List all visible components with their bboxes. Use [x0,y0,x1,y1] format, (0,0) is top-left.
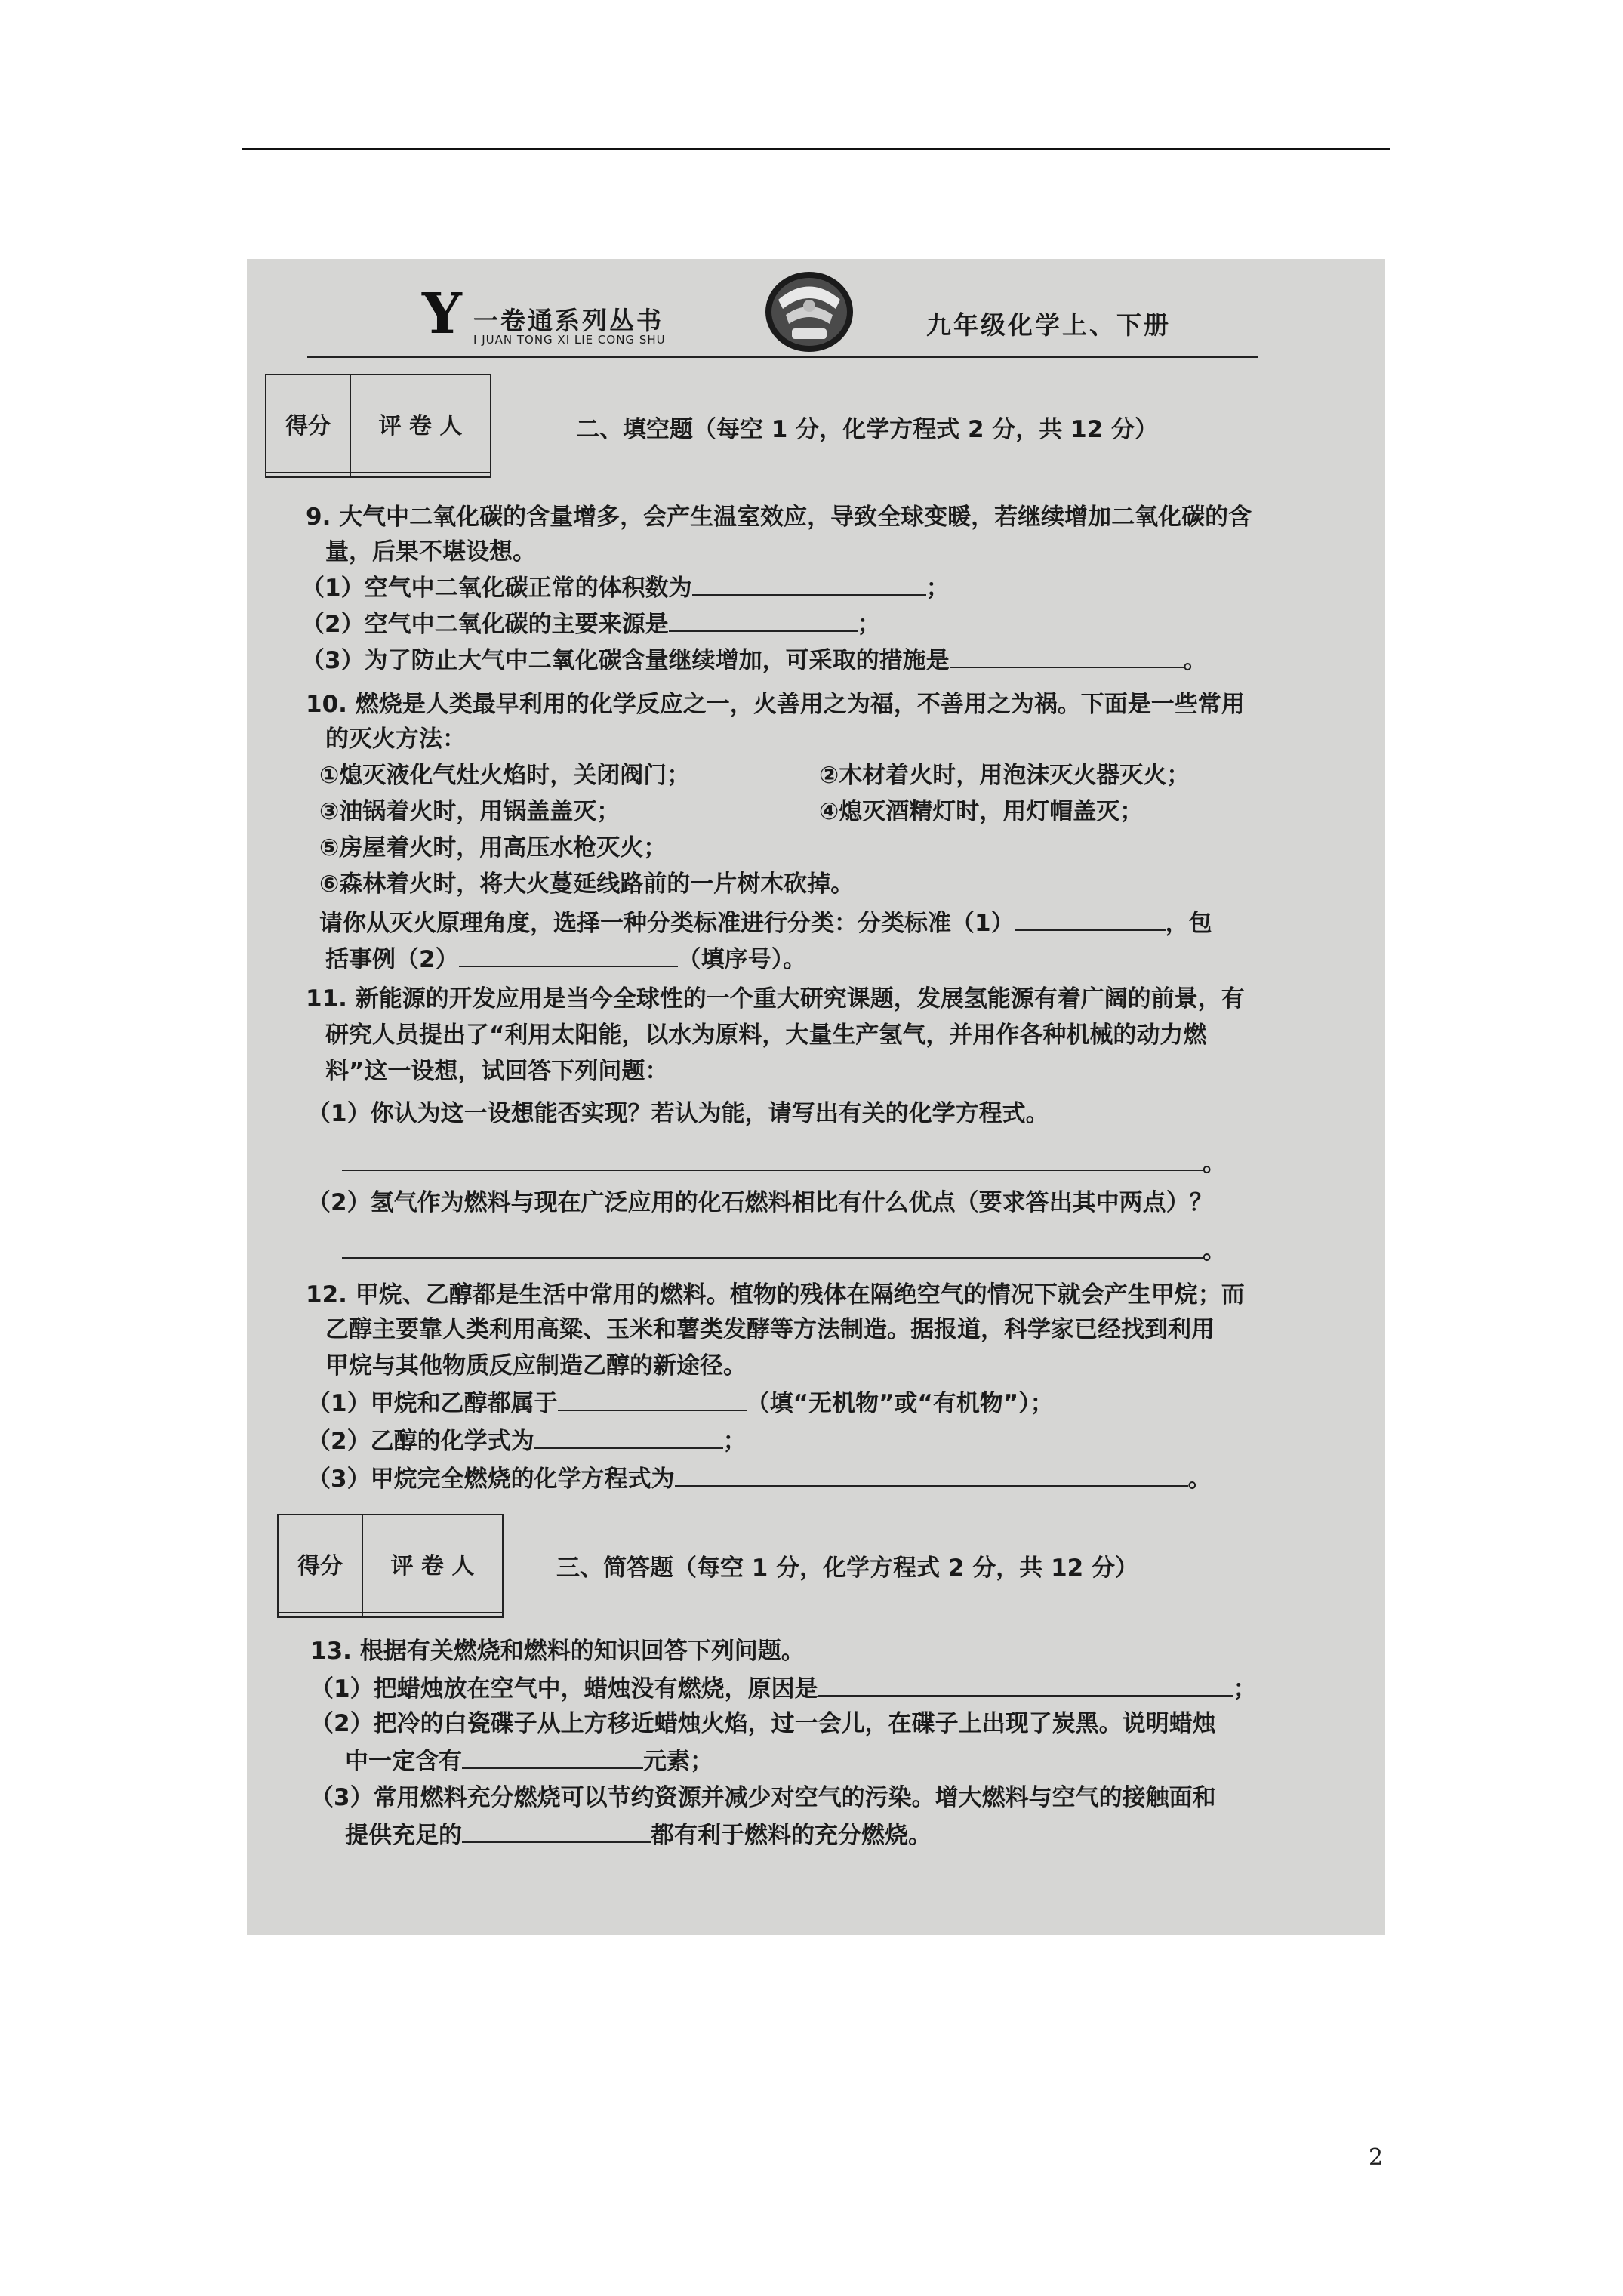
part-label: （3）为了防止大气中二氧化碳含量继续增加，可采取的措施是 [301,647,950,674]
section-title: 二、填空题（每空 1 分，化学方程式 2 分，共 12 分） [576,416,1159,443]
part-label: （1）把蜡烛放在空气中，蜡烛没有燃烧，原因是 [310,1675,818,1703]
option-item: ③油锅着火时，用锅盖盖灭； [319,798,621,825]
option-item: ⑤房屋着火时，用高压水枪灭火； [319,834,667,861]
question-part [345,1819,932,1851]
answer-blank[interactable] [558,1387,747,1411]
option-item: ②木材着火时，用泡沫灭火器灭火； [819,762,1190,789]
answer-blank[interactable] [342,1147,1203,1171]
grader-label: 评 卷 人 [350,374,491,473]
series-logo-letter: Y [422,282,462,347]
question-part [301,608,881,639]
part-end: ； [722,1428,747,1455]
section-title: 三、简答题（每空 1 分，化学方程式 2 分，共 12 分） [556,1555,1139,1582]
question-stem: 甲烷与其他物质反应制造乙醇的新途径。 [325,1352,747,1379]
option-item: ①熄灭液化气灶火焰时，关闭阀门； [319,762,691,789]
grader-label: 评 卷 人 [362,1515,503,1613]
question-part [342,1234,1226,1266]
question-part [307,1462,1212,1494]
question-stem: 量，后果不堪设想。 [325,538,536,566]
question-part [319,907,1212,938]
question-part [345,1745,713,1777]
score-table-section2 [265,374,491,478]
score-cell[interactable] [266,473,350,477]
question-stem: 9. 大气中二氧化碳的含量增多，会产生温室效应，导致全球变暖，若继续增加二氧化碳的含 [306,504,1252,531]
question-part [301,644,1207,676]
part-end: ，包 [1165,910,1212,937]
part-label: （1）空气中二氧化碳正常的体积数为 [301,575,692,602]
option-item: ⑥森林着火时，将大火蔓延线路前的一片树木砍掉。 [319,871,855,898]
question-stem: 10. 燃烧是人类最早利用的化学反应之一，火善用之为福，不善用之为祸。下面是一些常用 [306,691,1245,718]
part-label: 中一定含有 [345,1748,462,1775]
question-stem: 11. 新能源的开发应用是当今全球性的一个重大研究课题，发展氢能源有着广阔的前景，有 [306,985,1245,1012]
question-part: （2）氢气作为燃料与现在广泛应用的化石燃料相比有什么优点（要求答出其中两点）？ [307,1189,1213,1216]
part-end: 。 [1203,1237,1226,1265]
part-label: （2）乙醇的化学式为 [307,1428,534,1455]
answer-blank[interactable] [675,1462,1188,1487]
part-label: （2）空气中二氧化碳的主要来源是 [301,611,669,638]
part-end: 。 [1187,1465,1212,1493]
scanned-exam-page [247,259,1385,1935]
question-part [342,1147,1226,1179]
answer-blank[interactable] [669,608,858,632]
book-header [247,259,1385,357]
question-part [307,1387,1054,1419]
part-end: 都有利于燃料的充分燃烧。 [651,1822,932,1849]
part-end: （填“无机物”或“有机物”）； [746,1390,1054,1417]
question-stem: 研究人员提出了“利用太阳能，以水为原料，大量生产氢气，并用作各种机械的动力燃 [325,1022,1207,1049]
score-table-section3 [277,1514,504,1618]
part-end: 元素； [643,1748,713,1775]
answer-blank[interactable] [818,1672,1233,1697]
question-stem: 料”这一设想，试回答下列问题： [325,1058,669,1085]
part-label: 提供充足的 [345,1822,462,1849]
part-label: 请你从灭火原理角度，选择一种分类标准进行分类：分类标准（1） [319,910,1015,937]
part-label: 括事例（2） [325,946,459,973]
score-cell[interactable] [278,1613,362,1617]
grade-title: 九年级化学上、下册 [926,310,1171,340]
answer-blank[interactable] [534,1425,723,1449]
question-stem: 乙醇主要靠人类利用高粱、玉米和薯类发酵等方法制造。据报道，科学家已经找到利用 [325,1316,1215,1343]
answer-blank[interactable] [459,943,678,967]
question-part [325,943,806,975]
question-part [301,572,950,603]
part-label: （3）甲烷完全燃烧的化学方程式为 [307,1465,675,1493]
page-top-rule [242,148,1390,150]
part-label: （1）甲烷和乙醇都属于 [307,1390,558,1417]
answer-blank[interactable] [342,1234,1203,1259]
answer-blank[interactable] [462,1819,651,1843]
score-label: 得分 [266,374,350,473]
question-stem: 的灭火方法： [325,726,466,753]
question-part: （3）常用燃料充分燃烧可以节约资源并减少对空气的污染。增大燃料与空气的接触面和 [310,1784,1216,1811]
option-item: ④熄灭酒精灯时，用灯帽盖灭； [819,798,1144,825]
question-part [310,1672,1257,1704]
series-title: 一卷通系列丛书 [473,306,664,335]
answer-blank[interactable] [1015,907,1166,931]
part-end: ； [857,611,881,638]
header-rule [307,356,1258,358]
part-end: 。 [1183,647,1207,674]
grader-cell[interactable] [350,473,491,477]
part-end: ； [1233,1675,1257,1703]
series-pinyin: I JUAN TONG XI LIE CONG SHU [473,333,666,347]
question-stem: 13. 根据有关燃烧和燃料的知识回答下列问题。 [310,1638,805,1665]
emblem-icon [763,270,855,354]
grader-cell[interactable] [362,1613,503,1617]
question-part: （2）把冷的白瓷碟子从上方移近蜡烛火焰，过一会儿，在碟子上出现了炭黑。说明蜡烛 [310,1710,1216,1737]
part-end: 。 [1203,1150,1226,1177]
part-end: （填序号）。 [677,946,807,973]
answer-blank[interactable] [950,644,1184,668]
answer-blank[interactable] [692,572,926,596]
page-number: 2 [1369,2144,1384,2171]
answer-blank[interactable] [462,1745,643,1769]
question-part [307,1425,747,1456]
question-part: （1）你认为这一设想能否实现？若认为能，请写出有关的化学方程式。 [307,1100,1049,1127]
question-stem: 12. 甲烷、乙醇都是生活中常用的燃料。植物的残体在隔绝空气的情况下就会产生甲烷；而 [306,1281,1245,1308]
part-end: ； [925,575,950,602]
score-label: 得分 [278,1515,362,1613]
